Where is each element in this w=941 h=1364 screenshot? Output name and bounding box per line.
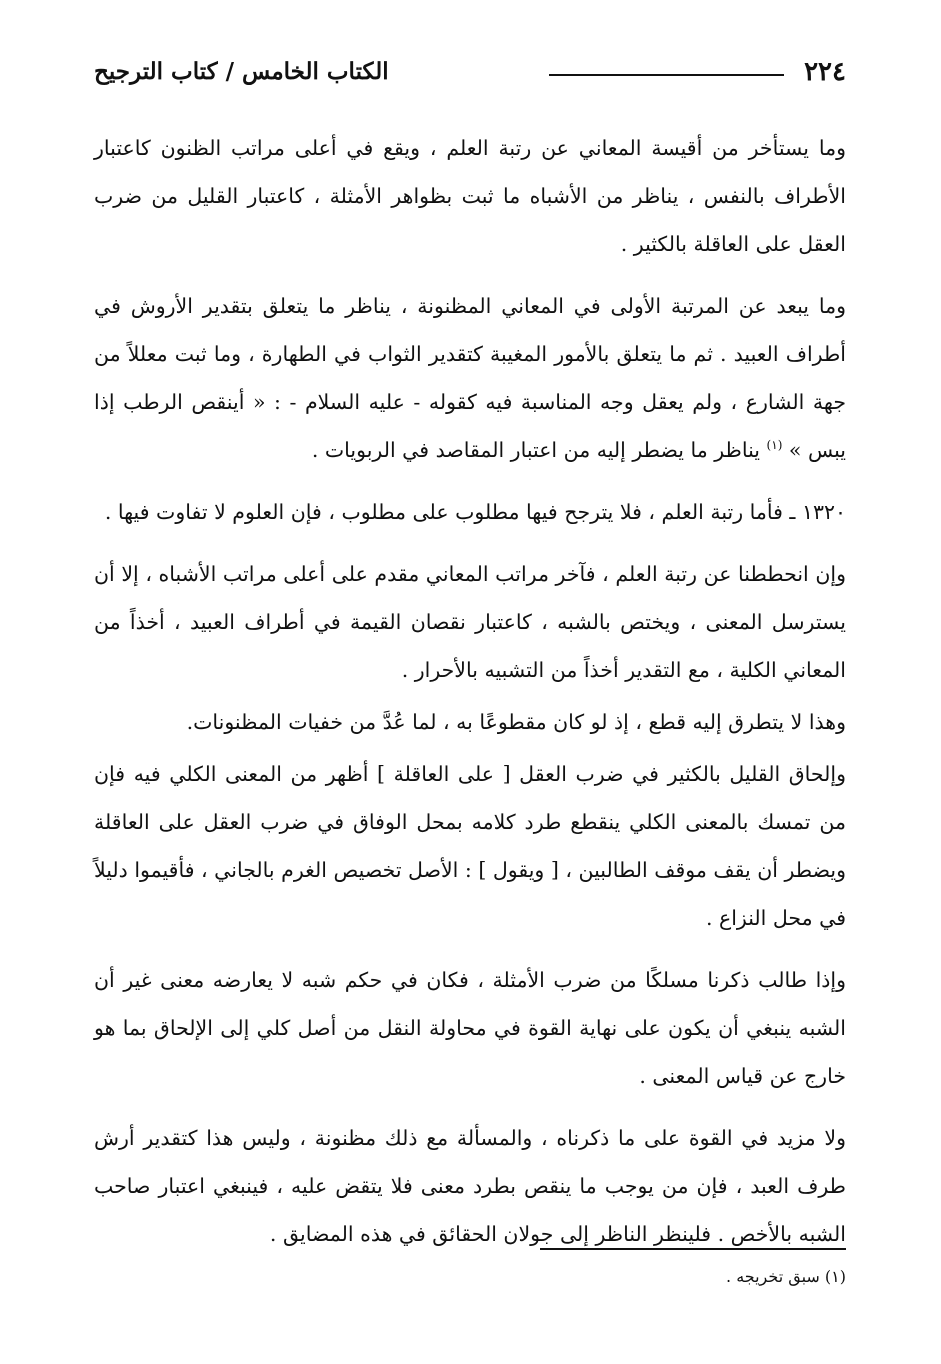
paragraph: وإن انحططنا عن رتبة العلم ، فآخر مراتب المعاني مقدم على أعلى مراتب الأشباه ، إلا أن يسترسل المعنى ، ويختص بالشبه ، كاعتبار نقصان القيمة في أطراف العبيد ، أخذاً من المعاني الكلية ، مع التقدير أخذاً من التشبيه بالأحرار . bbox=[94, 562, 846, 682]
paragraph: وهذا لا يتطرق إليه قطع ، إذ لو كان مقطوعًا به ، لما عُدَّ من خفيات المظنونات. bbox=[186, 710, 846, 734]
footnote-reference: (١) bbox=[766, 438, 783, 453]
paragraph: وإلحاق القليل بالكثير في ضرب العقل [ على العاقلة ] أظهر من المعنى الكلي فيه فإن من تمسك بالمعنى الكلي ينقطع طرد كلامه بمحل الوفاق في ضرب العقل على العاقلة ويضطر أن يقف موقف الطالبين ، [ ويقول ] : الأصل تخصيص الغرم بالجاني ، فأقيموا دليلاً في محل النزاع . bbox=[94, 762, 846, 930]
header-rule bbox=[549, 74, 784, 76]
paragraph: وإذا طالب ذكرنا مسلكًا من ضرب الأمثلة ، فكان في حكم شبه لا يعارضه معنى غير أن الشبه ينبغي أن يكون على نهاية القوة في محاولة النقل من أصل كلي إلى الإلحاق بما هو خارج عن قياس المعنى . bbox=[94, 968, 846, 1088]
main-text bbox=[94, 124, 846, 1272]
paragraph bbox=[94, 282, 846, 474]
footnote-separator bbox=[540, 1248, 846, 1250]
paragraph: ولا مزيد في القوة على ما ذكرناه ، والمسألة مع ذلك مظنونة ، وليس هذا كتقدير أرش طرف العبد ، فإن من يوجب ما ينقص بطرد معنى فلا يتقض عليه ، فينبغي اعتبار صاحب الشبه بالأخص . فلينظر الناظر إلى جولان الحقائق في هذه المضايق . bbox=[94, 1126, 846, 1246]
footnote: (١) سبق تخريجه . bbox=[726, 1267, 846, 1286]
page-number: ٢٢٤ bbox=[804, 57, 846, 87]
paragraph: ١٣٢٠ ـ فأما رتبة العلم ، فلا يترجح فيها مطلوب على مطلوب ، فإن العلوم لا تفاوت فيها . bbox=[104, 500, 846, 524]
page-header bbox=[94, 52, 846, 104]
paragraph-text: يناظر ما يضطر إليه من اعتبار المقاصد في الربويات . bbox=[311, 438, 761, 462]
running-title: الكتاب الخامس / كتاب الترجيح bbox=[94, 58, 389, 85]
paragraph: وما يستأخر من أقيسة المعاني عن رتبة العلم ، ويقع في أعلى مراتب الظنون كاعتبار الأطراف بالنفس ، يناظر من الأشباه ما ثبت بظواهر الأمثلة ، كاعتبار القليل من ضرب العقل على العاقلة بالكثير . bbox=[94, 136, 846, 256]
paragraph-text: وما يبعد عن المرتبة الأولى في المعاني المظنونة ، يناظر ما يتعلق بتقدير الأروش في أطراف العبيد . ثم ما يتعلق بالأمور المغيبة كتقدير الثواب في الطهارة ، وما ثبت معللاً من جهة الشارع ، ولم يعقل وجه المناسبة فيه كقوله - عليه السلام - : « أينقص الرطب إذا يبس » bbox=[94, 294, 846, 462]
